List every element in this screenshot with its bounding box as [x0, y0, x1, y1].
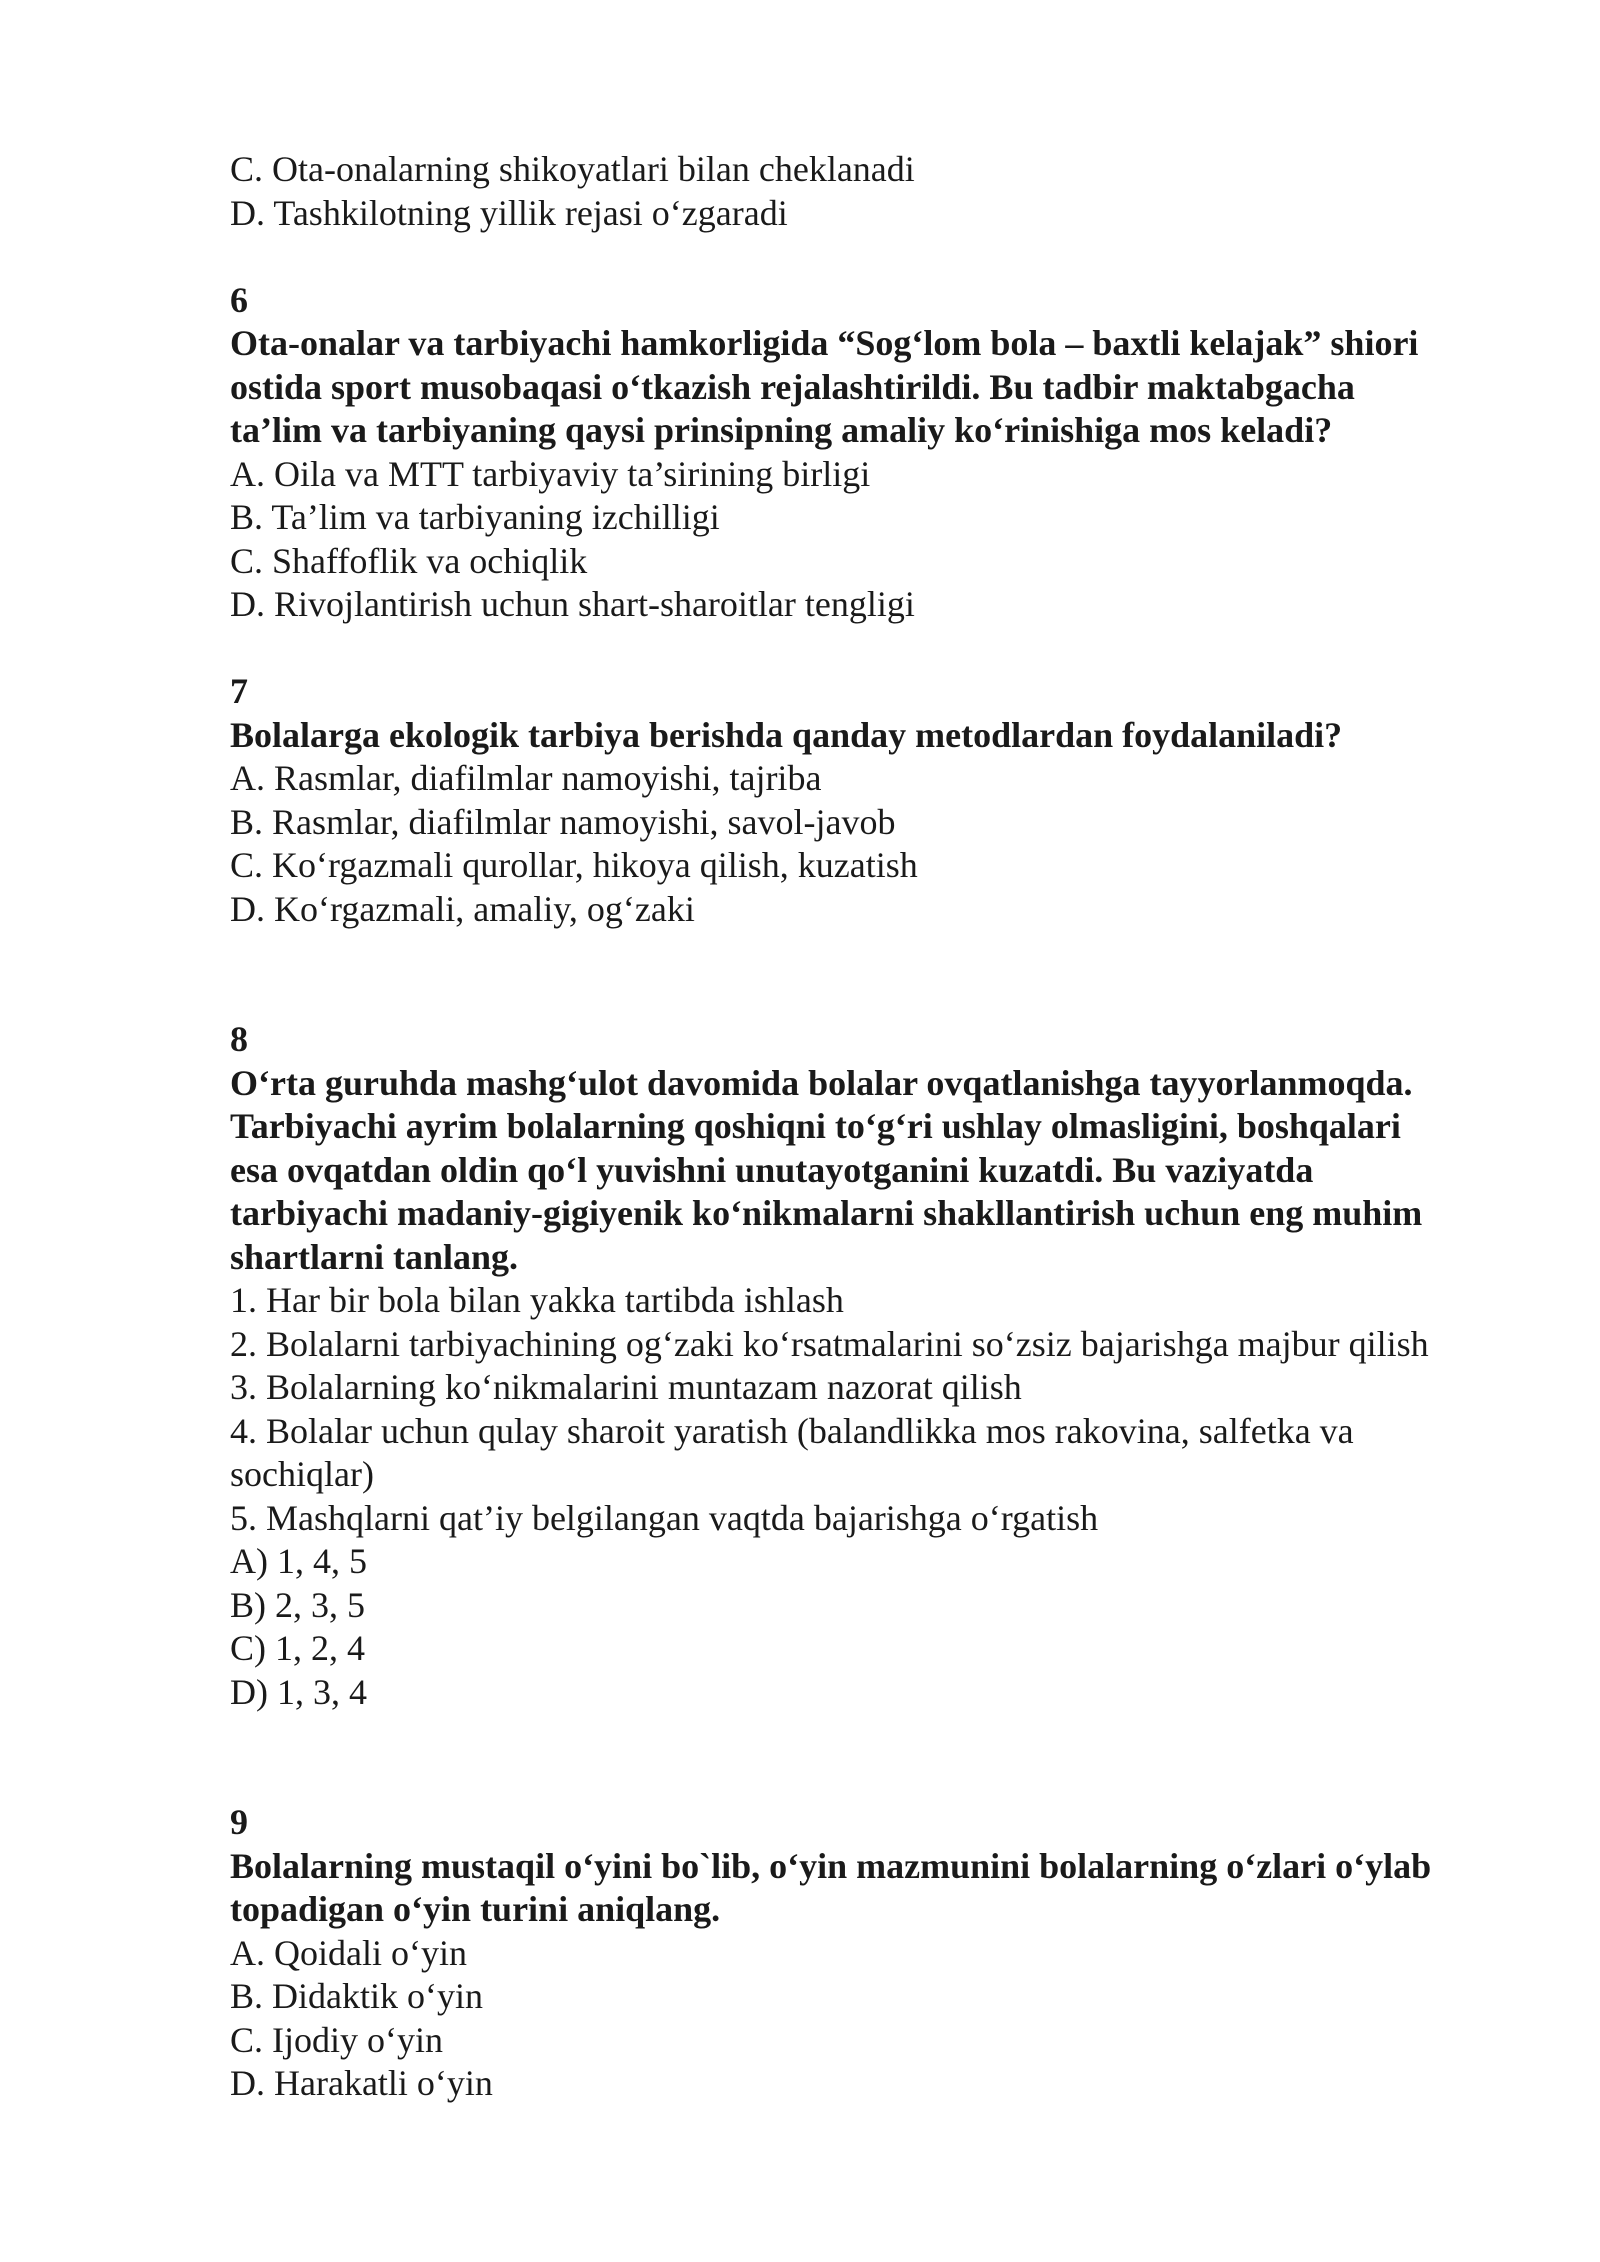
- statement-4-continued: sochiqlar): [230, 1454, 374, 1494]
- question-text-line: Ota-onalar va tarbiyachi hamkorligida “Sog‘lom bola – baxtli kelajak” shiori: [230, 323, 1419, 363]
- question-text-line: Bolalarga ekologik tarbiya berishda qanday metodlardan foydalaniladi?: [230, 714, 1343, 755]
- option-c: C. Ijodiy o‘yin: [230, 2019, 443, 2060]
- option-c: C) 1, 2, 4: [230, 1628, 365, 1668]
- option-b: B. Didaktik o‘yin: [230, 1976, 483, 2016]
- question-number: 7: [230, 671, 248, 711]
- question-6: [230, 279, 1530, 627]
- statement-3: 3. Bolalarning ko‘nikmalarini muntazam nazorat qilish: [230, 1367, 1022, 1407]
- question-text-line: Tarbiyachi ayrim bolalarning qoshiqni to‘g‘ri ushlay olmasligini, boshqalari: [230, 1106, 1401, 1146]
- question-text-line: topadigan o‘yin turini aniqlang.: [230, 1889, 721, 1929]
- option-b: B. Rasmlar, diafilmlar namoyishi, savol-javob: [230, 801, 896, 842]
- option-b: B. Ta’lim va tarbiyaning izchilligi: [230, 497, 720, 537]
- document-page: [230, 148, 1530, 2106]
- statement-2: 2. Bolalarni tarbiyachining og‘zaki ko‘rsatmalarini so‘zsiz bajarishga majbur qilish: [230, 1323, 1429, 1364]
- statement-1: 1. Har bir bola bilan yakka tartibda ishlash: [230, 1280, 844, 1320]
- option-d: D. Ko‘rgazmali, amaliy, og‘zaki: [230, 888, 695, 929]
- question-7: [230, 670, 1530, 931]
- option-d: D. Tashkilotning yillik rejasi o‘zgaradi: [230, 192, 788, 233]
- option-d: D. Harakatli o‘yin: [230, 2063, 493, 2103]
- option-c: C. Ko‘rgazmali qurollar, hikoya qilish, kuzatish: [230, 845, 918, 885]
- option-a: A. Rasmlar, diafilmlar namoyishi, tajriba: [230, 758, 822, 798]
- option-a: A. Oila va MTT tarbiyaviy ta’sirining birligi: [230, 453, 871, 494]
- option-b: B) 2, 3, 5: [230, 1584, 365, 1625]
- question-number: 9: [230, 1802, 248, 1842]
- question-text-line: shartlarni tanlang.: [230, 1236, 519, 1277]
- question-text-line: esa ovqatdan oldin qo‘l yuvishni unutayotganini kuzatdi. Bu vaziyatda: [230, 1149, 1314, 1190]
- option-d: D. Rivojlantirish uchun shart-sharoitlar tengligi: [230, 584, 915, 624]
- question-8: [230, 1018, 1530, 1714]
- statement-4: 4. Bolalar uchun qulay sharoit yaratish (balandlikka mos rakovina, salfetka va: [230, 1410, 1354, 1451]
- option-a: A) 1, 4, 5: [230, 1541, 367, 1581]
- option-c: C. Shaffoflik va ochiqlik: [230, 540, 588, 581]
- question-text-line: tarbiyachi madaniy-gigiyenik ko‘nikmalarni shakllantirish uchun eng muhim: [230, 1193, 1423, 1233]
- previous-question-options: [230, 148, 1530, 235]
- question-text-line: ta’lim va tarbiyaning qaysi prinsipning amaliy ko‘rinishiga mos keladi?: [230, 410, 1333, 450]
- question-text-line: O‘rta guruhda mashg‘ulot davomida bolalar ovqatlanishga tayyorlanmoqda.: [230, 1062, 1413, 1103]
- question-text-line: ostida sport musobaqasi o‘tkazish rejalashtirildi. Bu tadbir maktabgacha: [230, 366, 1355, 407]
- option-d: D) 1, 3, 4: [230, 1671, 367, 1712]
- option-c: C. Ota-onalarning shikoyatlari bilan cheklanadi: [230, 149, 915, 189]
- statement-5: 5. Mashqlarni qat’iy belgilangan vaqtda bajarishga o‘rgatish: [230, 1497, 1099, 1538]
- question-text-line: Bolalarning mustaqil o‘yini bo`lib, o‘yin mazmunini bolalarning o‘zlari o‘ylab: [230, 1845, 1432, 1886]
- option-a: A. Qoidali o‘yin: [230, 1932, 467, 1973]
- question-9: [230, 1801, 1530, 2106]
- question-number: 6: [230, 279, 248, 320]
- question-number: 8: [230, 1019, 248, 1059]
